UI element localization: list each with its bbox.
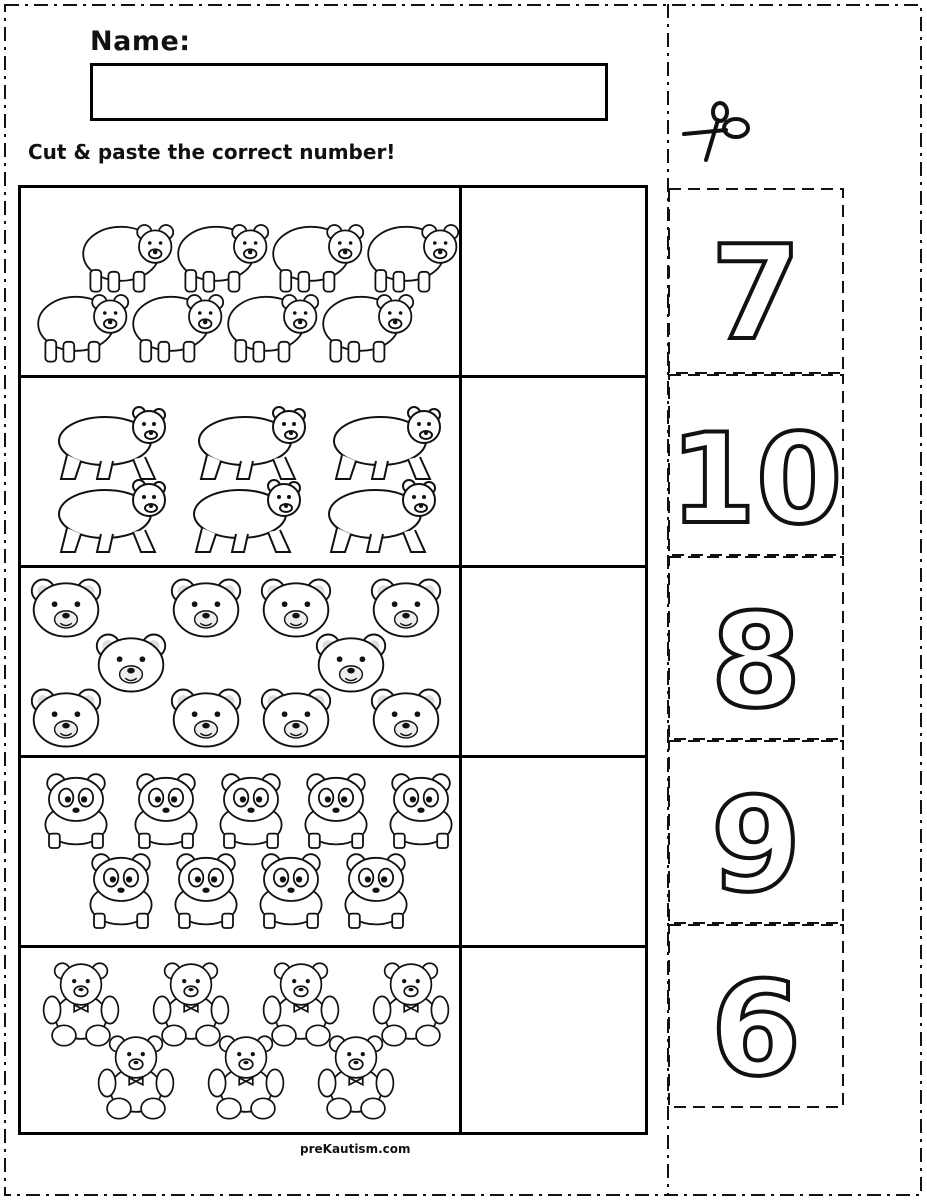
- number-label: 8: [710, 585, 802, 737]
- polar-bear-drawing: [228, 295, 318, 362]
- panda-bear-drawing: [345, 854, 406, 928]
- footer-credit: preKautism.com: [300, 1142, 411, 1156]
- walking-bear-drawing: [59, 407, 165, 479]
- count-row-4: [21, 758, 645, 948]
- teddy-bear-drawing: [99, 1036, 174, 1118]
- bear-face-picture-cell: [21, 568, 462, 755]
- panda-bear-drawing: [260, 854, 321, 928]
- bear-face-drawing: [97, 635, 165, 692]
- number-card-9[interactable]: [668, 740, 844, 924]
- name-label: Name:: [90, 26, 191, 57]
- bear-face-drawing: [172, 690, 240, 747]
- number-label: 6: [710, 953, 802, 1105]
- bear-face-drawing: [32, 690, 100, 747]
- count-row-3: [21, 568, 645, 758]
- answer-cell-3[interactable]: [462, 568, 645, 755]
- teddy-bear-drawing: [154, 963, 229, 1045]
- polar-bear-drawing: [273, 225, 363, 292]
- panda-bear-drawing: [390, 774, 451, 848]
- panda-bear-drawing: [90, 854, 151, 928]
- bear-face-drawing: [172, 580, 240, 637]
- instruction-text: Cut & paste the correct number!: [28, 140, 396, 164]
- bear-face-drawing: [262, 690, 330, 747]
- counting-grid: [18, 185, 648, 1135]
- polar-bear-drawing: [323, 295, 413, 362]
- number-card-10[interactable]: [668, 374, 844, 556]
- walking-bear-drawing: [199, 407, 305, 479]
- polar-bear-drawing: [368, 225, 458, 292]
- bear-face-drawing: [372, 580, 440, 637]
- panda-bear-drawing: [220, 774, 281, 848]
- answer-cell-2[interactable]: [462, 378, 645, 565]
- panda-bear-drawing: [135, 774, 196, 848]
- bear-face-drawing: [262, 580, 330, 637]
- answer-cell-1[interactable]: [462, 188, 645, 375]
- teddy-bear-picture-cell: [21, 948, 462, 1135]
- teddy-bear-drawing: [264, 963, 339, 1045]
- teddy-bear-drawing: [44, 963, 119, 1045]
- polar-bear-drawing: [178, 225, 268, 292]
- teddy-bear-drawing: [374, 963, 449, 1045]
- panda-bear-picture-cell: [21, 758, 462, 945]
- walking-bear-drawing: [59, 480, 165, 552]
- number-label: 7: [710, 217, 802, 369]
- polar-bear-drawing: [83, 225, 173, 292]
- number-card-8[interactable]: [668, 556, 844, 740]
- count-row-1: [21, 188, 645, 378]
- walking-bear-drawing: [329, 480, 435, 552]
- count-row-2: [21, 378, 645, 568]
- answer-cell-4[interactable]: [462, 758, 645, 945]
- panda-bear-drawing: [45, 774, 106, 848]
- teddy-bear-drawing: [319, 1036, 394, 1118]
- number-card-6[interactable]: [668, 924, 844, 1108]
- polar-bear-drawing: [133, 295, 223, 362]
- panda-bear-drawing: [305, 774, 366, 848]
- polar-bear-drawing: [38, 295, 128, 362]
- answer-cell-5[interactable]: [462, 948, 645, 1135]
- number-card-7[interactable]: [668, 188, 844, 374]
- polar-bear-picture-cell: [21, 188, 462, 375]
- walking-bear-picture-cell: [21, 378, 462, 565]
- count-row-5: [21, 948, 645, 1135]
- walking-bear-drawing: [194, 480, 300, 552]
- number-label: 9: [710, 769, 802, 921]
- panda-bear-drawing: [175, 854, 236, 928]
- name-field[interactable]: [90, 63, 608, 121]
- scissors-icon: [676, 100, 756, 164]
- teddy-bear-drawing: [209, 1036, 284, 1118]
- walking-bear-drawing: [334, 407, 440, 479]
- number-label: 10: [669, 408, 843, 552]
- bear-face-drawing: [317, 635, 385, 692]
- bear-face-drawing: [372, 690, 440, 747]
- bear-face-drawing: [32, 580, 100, 637]
